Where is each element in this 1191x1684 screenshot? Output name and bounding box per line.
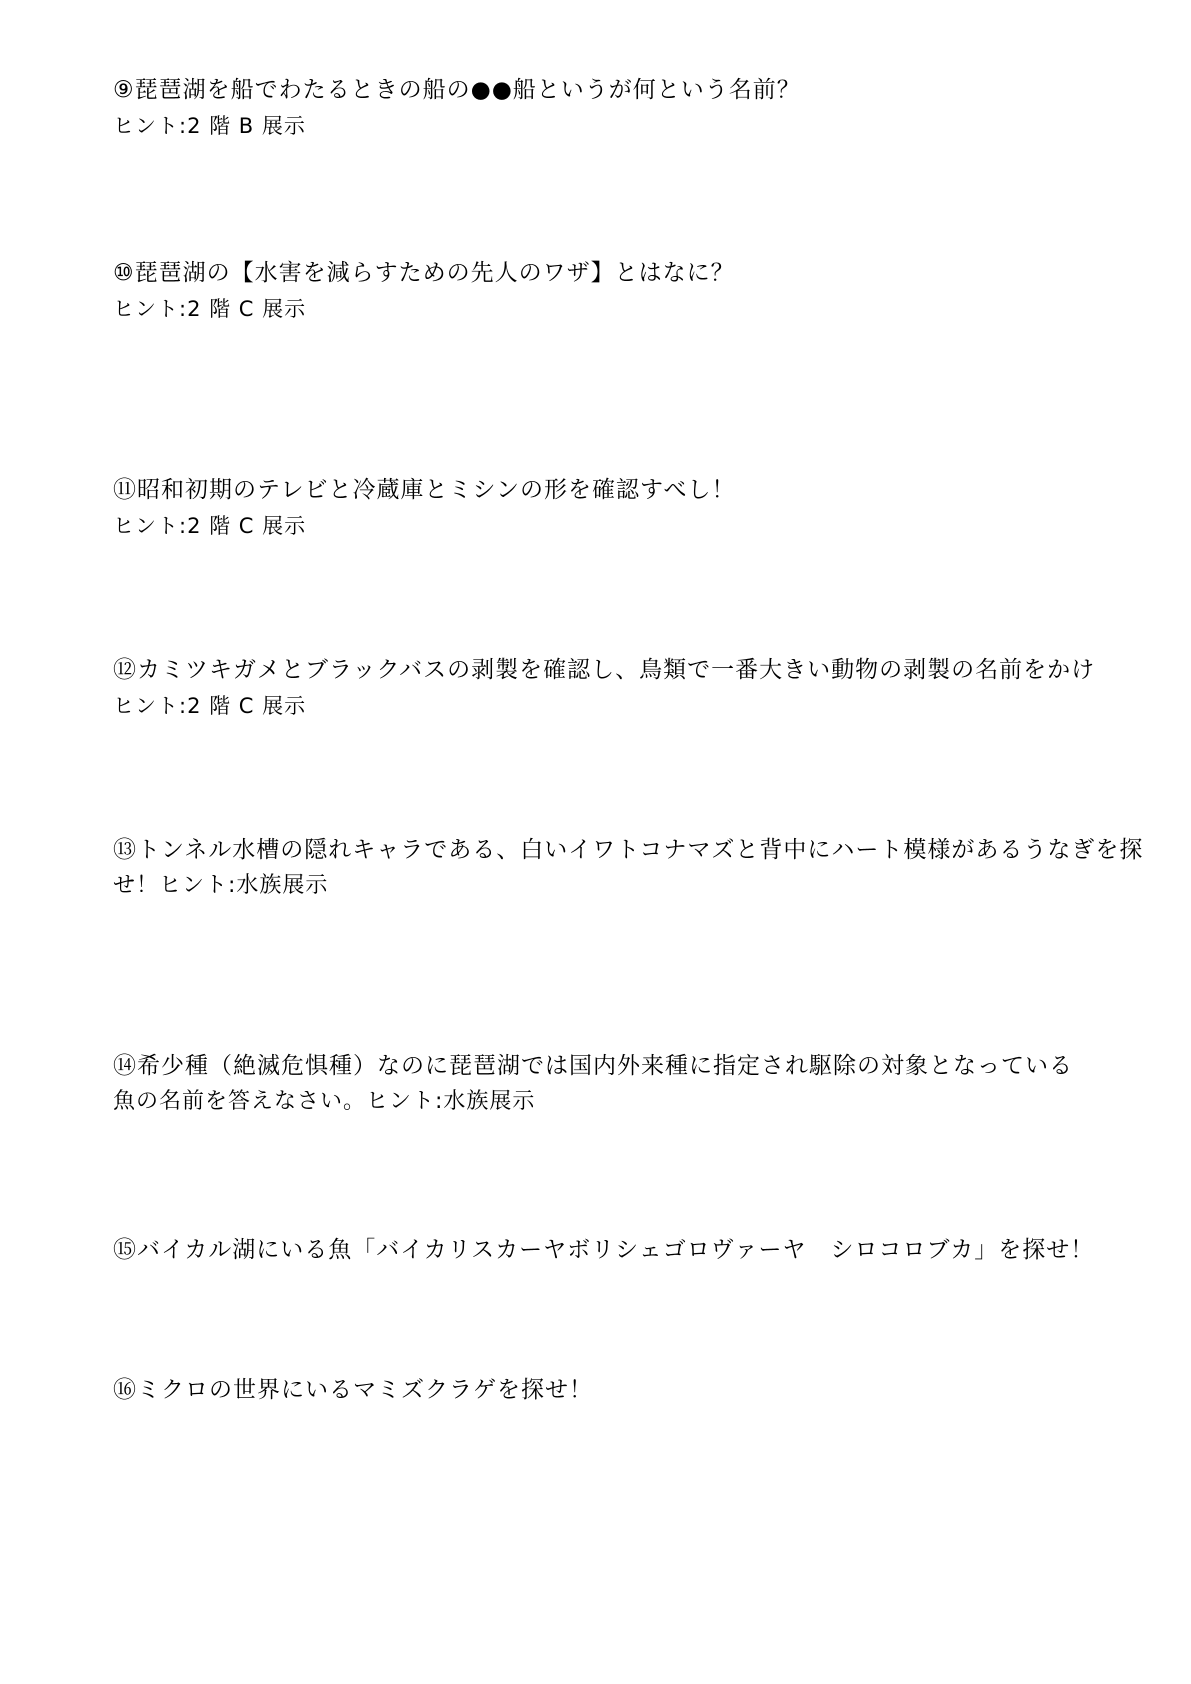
question-16 (113, 1372, 1103, 1408)
question-text: ⑪昭和初期のテレビと冷蔵庫とミシンの形を確認すべし！ (113, 477, 736, 503)
question-text: ⑨琵琶湖を船でわたるときの船の●●船というが何という名前？ (113, 77, 801, 103)
question-13 (113, 832, 1144, 904)
question-15 (113, 1232, 1103, 1268)
question-9 (113, 72, 1103, 144)
question-text: ⑯ミクロの世界にいるマミズクラゲを探せ！ (113, 1377, 593, 1403)
question-text: ⑩琵琶湖の【水害を減らすための先人のワザ】とはなに？ (113, 260, 735, 286)
question-10 (113, 255, 1103, 327)
question-text: ⑫カミツキガメとブラックバスの剥製を確認し、鳥類で一番大きい動物の剥製の名前をかけ (113, 657, 1096, 683)
question-hint: ヒント:2 階 B 展示 (113, 114, 306, 138)
question-text: ⑭希少種（絶滅危惧種）なのに琵琶湖では国内外来種に指定され駆除の対象となっている (113, 1053, 1073, 1079)
question-hint: ヒント:2 階 C 展示 (113, 514, 307, 538)
question-14 (113, 1048, 1103, 1120)
question-text: ⑬トンネル水槽の隠れキャラである、白いイワトコナマズと背中にハート模様があるうなぎを探 (113, 837, 1144, 863)
question-text: ⑮バイカル湖にいる魚「バイカリスカーヤボリシェゴロヴァーヤ シロコロブカ」を探せ！ (113, 1237, 1095, 1263)
question-hint: ヒント:2 階 C 展示 (113, 694, 307, 718)
question-12 (113, 652, 1103, 724)
question-hint: せ！ヒント:水族展示 (113, 873, 329, 898)
question-hint: ヒント:2 階 C 展示 (113, 297, 307, 321)
question-hint: 魚の名前を答えなさい。ヒント:水族展示 (113, 1089, 536, 1114)
question-11 (113, 472, 1103, 544)
